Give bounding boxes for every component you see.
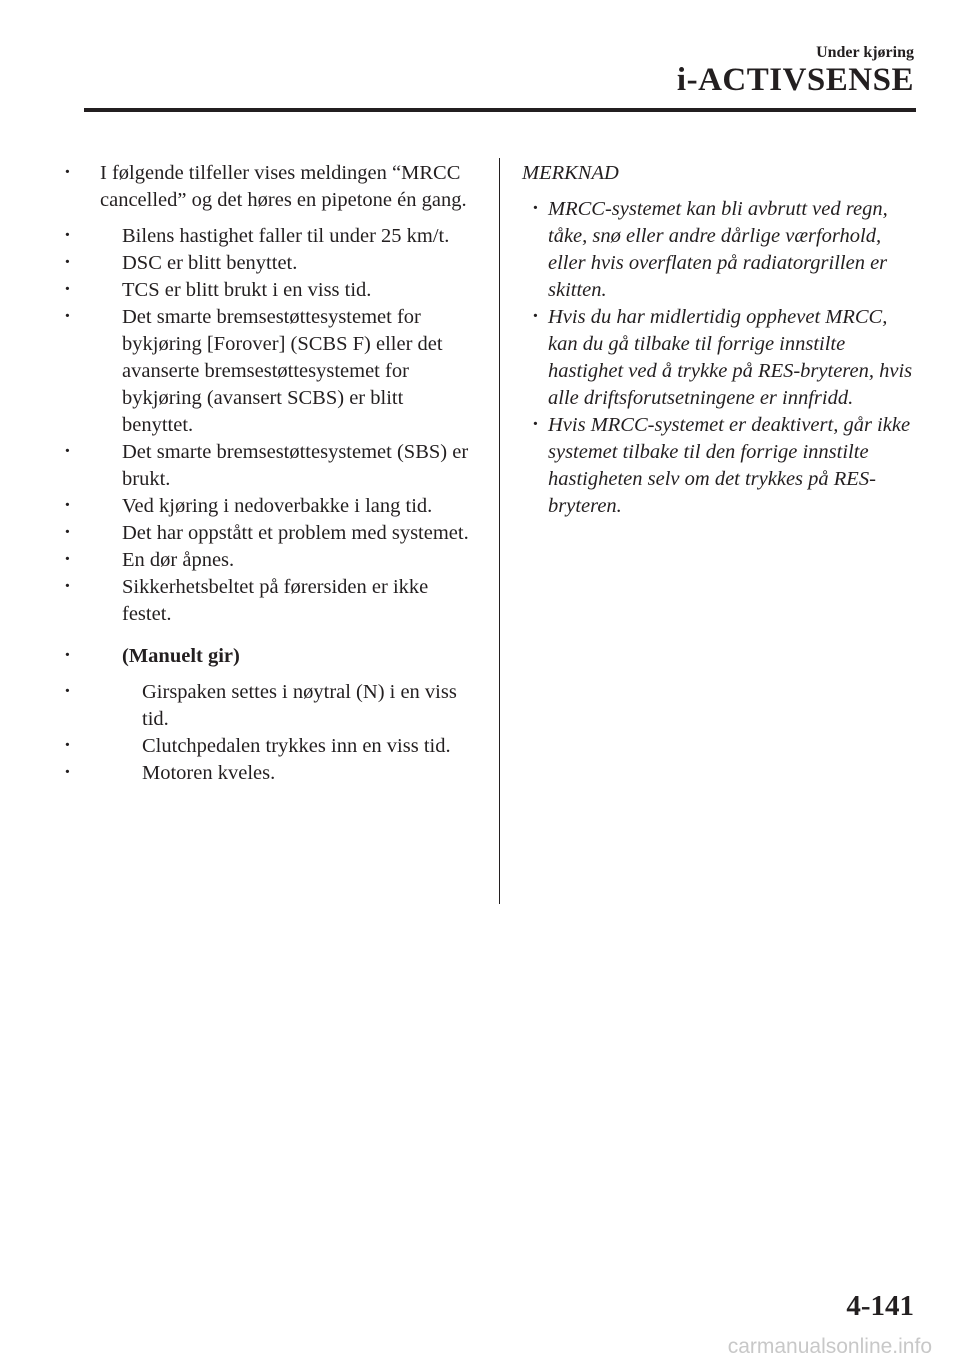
manual-gear-item [80, 679, 475, 733]
condition-text: TCS er blitt brukt i en viss tid. [122, 279, 372, 301]
condition-text: Det smarte bremsestøttesystemet (SBS) er brukt. [122, 441, 469, 490]
note-text: Hvis MRCC-systemet er deaktivert, går ikke systemet tilbake til den forrige innstilte hastigheten selv om det trykkes på RES-bryteren. [548, 414, 911, 517]
section-name: Under kjøring [816, 44, 914, 61]
page-title: i-ACTIVSENSE [676, 62, 914, 98]
condition-item [80, 547, 475, 574]
condition-item [80, 277, 475, 304]
note-heading: MERKNAD [522, 162, 619, 184]
condition-text: Ved kjøring i nedoverbakke i lang tid. [122, 495, 433, 517]
manual-gear-heading-text: (Manuelt gir) [122, 645, 240, 667]
condition-item [80, 250, 475, 277]
condition-text: DSC er blitt benyttet. [122, 252, 298, 274]
manual-gear-item [80, 733, 475, 760]
manual-gear-text: Girspaken settes i nøytral (N) i en viss tid. [142, 681, 457, 730]
condition-text: Det smarte bremsestøttesystemet for bykjøring [Forover] (SCBS F) eller det avanserte bremsestøttesystemet for bykjøring (avansert SCBS) er blitt benyttet. [122, 306, 443, 436]
manual-gear-text: Clutchpedalen trykkes inn en viss tid. [142, 735, 451, 757]
condition-text: Bilens hastighet faller til under 25 km/t. [122, 225, 450, 247]
note-text: MRCC-systemet kan bli avbrutt ved regn, tåke, snø eller andre dårlige værforhold, eller hvis overflaten på radiatorgrillen er skitten. [548, 198, 888, 301]
watermark: carmanualsonline.info [727, 1335, 932, 1358]
header-divider [84, 108, 916, 112]
note-box [522, 160, 922, 520]
column-divider [499, 158, 500, 904]
intro-text: I følgende tilfeller vises meldingen “MRCC cancelled” og det høres en pipetone én gang. [100, 162, 467, 211]
note-item [548, 196, 922, 304]
left-column [80, 160, 475, 787]
condition-text: Sikkerhetsbeltet på førersiden er ikke festet. [122, 576, 429, 625]
condition-text: En dør åpnes. [122, 549, 235, 571]
condition-item [80, 493, 475, 520]
page-number: 4-141 [846, 1290, 914, 1322]
condition-item [80, 304, 475, 439]
intro-item [80, 160, 475, 214]
note-text: Hvis du har midlertidig opphevet MRCC, kan du gå tilbake til forrige innstilte hastighet ved å trykke på RES-bryteren, hvis alle driftsforutsetningene er innfridd. [548, 306, 913, 409]
condition-item [80, 439, 475, 493]
condition-item [80, 520, 475, 547]
manual-gear-heading [80, 643, 475, 670]
note-item [548, 304, 922, 412]
note-item [548, 412, 922, 520]
condition-item [80, 223, 475, 250]
condition-item [80, 574, 475, 628]
manual-gear-text: Motoren kveles. [142, 762, 276, 784]
condition-text: Det har oppstått et problem med systemet. [122, 522, 469, 544]
manual-gear-item [80, 760, 475, 787]
